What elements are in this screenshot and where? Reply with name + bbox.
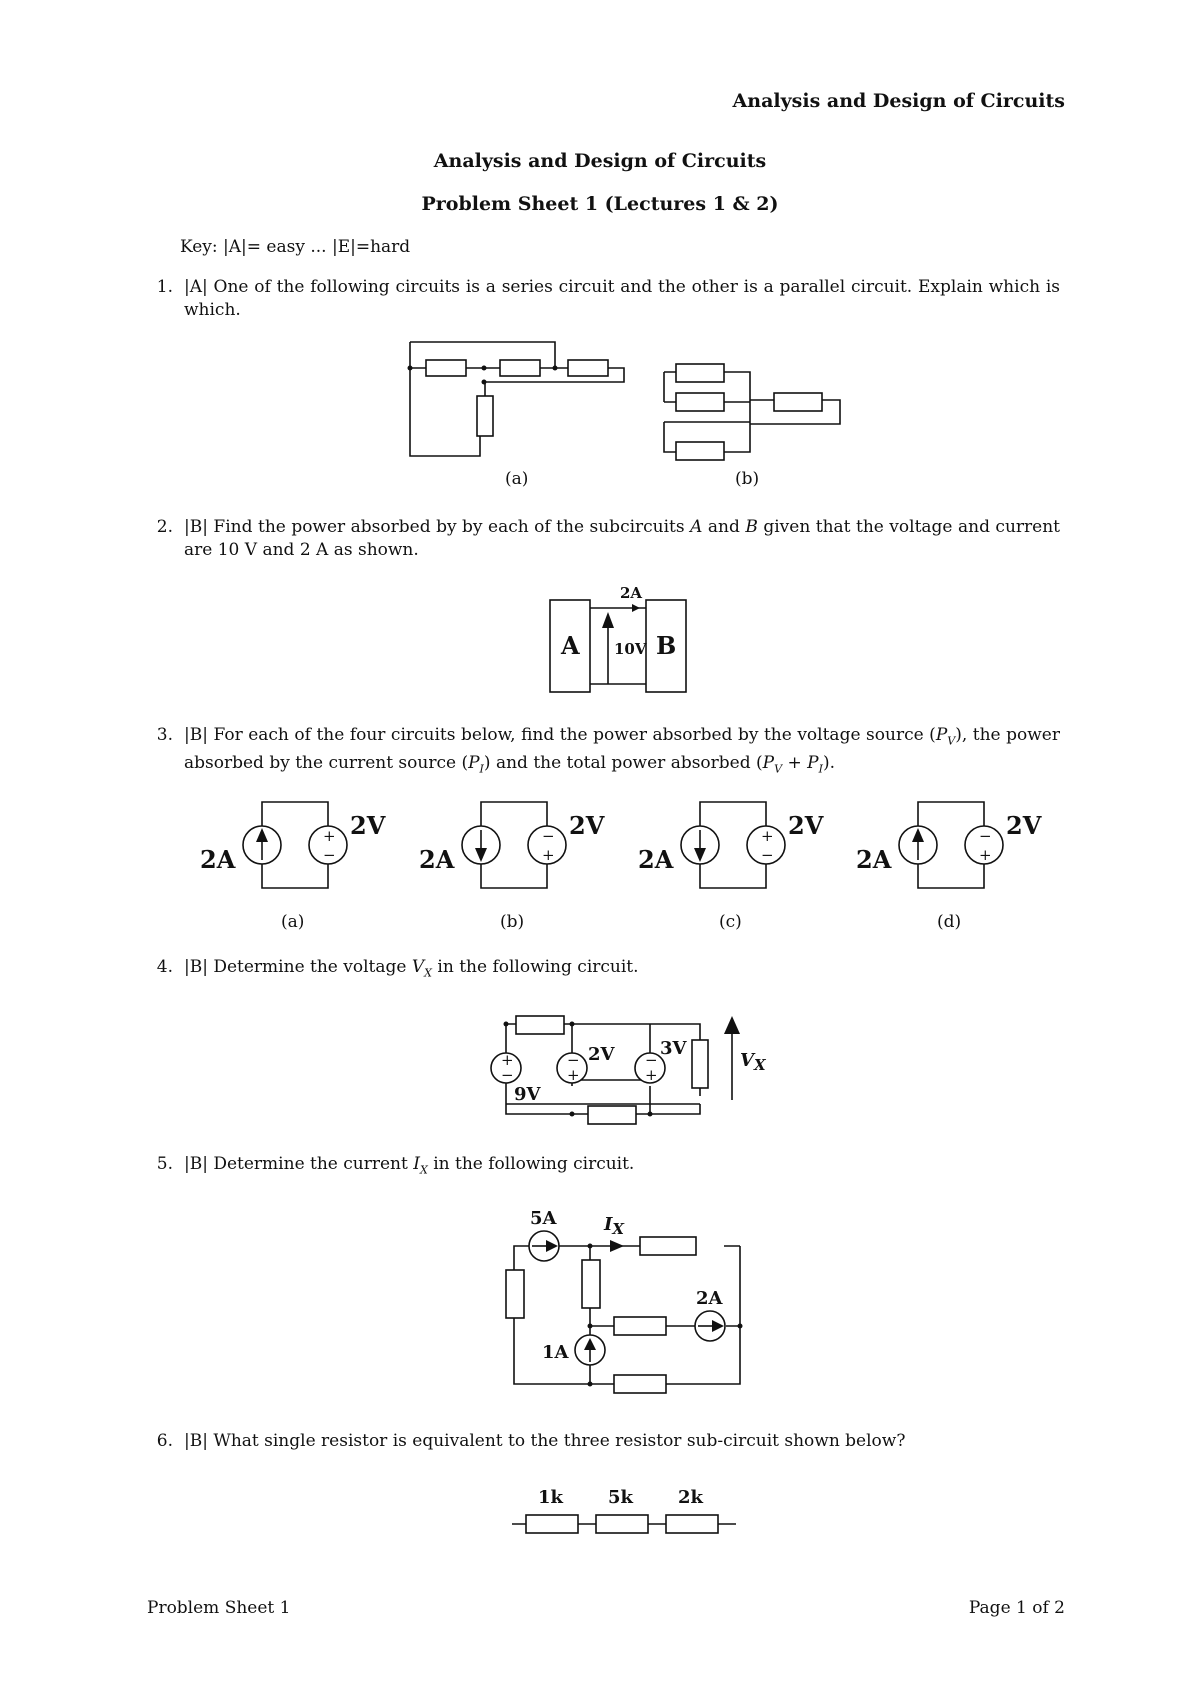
q1-circuit-a xyxy=(400,338,660,458)
q4-figure xyxy=(492,1000,772,1130)
q3-text-d: ). xyxy=(822,753,835,774)
q5-text-b: in the following circuit. xyxy=(427,1154,635,1174)
footer-left: Problem Sheet 1 xyxy=(147,1598,291,1618)
q3c-bottom-sign: − xyxy=(761,846,774,864)
q2-current-label: 2A xyxy=(620,584,643,602)
q3-pv-sub: V xyxy=(947,734,956,748)
footer-page-number: Page 1 of 2 xyxy=(968,1598,1065,1618)
difficulty-key: Key: |A|= easy ... |E|=hard xyxy=(180,237,411,257)
q1-circuit-b xyxy=(660,356,850,466)
q3c-voltage: 2V xyxy=(788,811,824,840)
q5-figure xyxy=(500,1200,760,1380)
q3b-current: 2A xyxy=(419,845,455,874)
q3-circuit-c xyxy=(638,798,828,898)
question-1-text: |A| One of the following circuits is a series circuit and the other is a parallel circuit. Explain which is which. xyxy=(184,277,1060,320)
question-5-number: 5. xyxy=(156,1154,173,1174)
question-4-number: 4. xyxy=(156,957,173,977)
q6-resistor-1k: 1k xyxy=(538,1487,563,1508)
q2-subcircuit-a: A xyxy=(690,517,703,537)
q2-subcircuit-b: B xyxy=(745,517,758,537)
q3a-bottom-sign: − xyxy=(323,846,336,864)
q4-source-2v: 2V xyxy=(588,1044,615,1065)
q3-circuit-b xyxy=(419,798,609,898)
q3-pi-sub-2: I xyxy=(818,762,823,776)
q2-text-c: given that the voltage and current are 10 V and 2 A as shown. xyxy=(184,517,1061,560)
q2-text-b: and xyxy=(702,517,746,537)
q3d-top-sign: − xyxy=(979,827,992,845)
q4-source-3v: 3V xyxy=(660,1038,687,1059)
q3c-top-sign: + xyxy=(761,827,774,845)
q3a-current: 2A xyxy=(200,845,236,874)
q3c-current: 2A xyxy=(638,845,674,874)
q3-pi-2: P xyxy=(807,753,819,774)
q6-resistor-5k: 5k xyxy=(608,1487,633,1508)
q2-text-a: |B| Find the power absorbed by by each of the subcircuits xyxy=(184,517,691,537)
q3-label-d: (d) xyxy=(937,912,962,932)
q4-var-sub: X xyxy=(424,966,432,980)
q2-figure xyxy=(548,584,708,704)
question-6-text: |B| What single resistor is equivalent to the three resistor sub-circuit shown below? xyxy=(184,1431,906,1451)
q3b-top-sign: − xyxy=(542,827,555,845)
q3a-top-sign: + xyxy=(323,827,336,845)
q2-voltage-label: 10V xyxy=(614,640,647,658)
running-header: Analysis and Design of Circuits xyxy=(732,90,1065,112)
q3-text-a: |B| For each of the four circuits below, find the power absorbed by the voltage source ( xyxy=(184,725,936,745)
q1-label-b: (b) xyxy=(735,469,760,489)
q4-vx: V xyxy=(740,1050,754,1071)
q1-label-a: (a) xyxy=(505,469,529,489)
q4-s3-minus: − xyxy=(645,1051,658,1069)
q3-circuit-d xyxy=(856,798,1046,898)
q4-s1-minus: − xyxy=(501,1066,514,1084)
q4-vx-sub: X xyxy=(753,1056,766,1074)
q3-label-a: (a) xyxy=(281,912,305,932)
sheet-title: Problem Sheet 1 (Lectures 1 & 2) xyxy=(421,193,779,215)
q5-source-5a: 5A xyxy=(530,1208,557,1229)
q3-pi: P xyxy=(468,753,480,774)
q3-plus: + xyxy=(782,753,808,774)
q4-vx-label xyxy=(740,1050,767,1074)
q3-label-b: (b) xyxy=(500,912,525,932)
q3-pv-2: P xyxy=(762,753,775,774)
q6-resistor-2k: 2k xyxy=(678,1487,703,1508)
q6-figure xyxy=(508,1478,748,1548)
q4-s1-plus: + xyxy=(501,1051,514,1069)
q3d-voltage: 2V xyxy=(1006,811,1042,840)
q3d-current: 2A xyxy=(856,845,892,874)
q4-s2-minus: − xyxy=(567,1051,580,1069)
q3-text-b: ), the power absorbed by the current source ( xyxy=(184,725,1060,774)
q5-text-a: |B| Determine the current xyxy=(184,1154,414,1174)
course-title: Analysis and Design of Circuits xyxy=(433,150,767,172)
q5-var: I xyxy=(413,1154,420,1174)
q4-text-b: in the following circuit. xyxy=(432,957,639,977)
q5-ix-sub: X xyxy=(612,1220,625,1238)
question-2-number: 2. xyxy=(156,517,173,537)
q5-var-sub: X xyxy=(419,1163,428,1177)
question-4-text xyxy=(184,956,1060,984)
q4-var: V xyxy=(411,957,425,977)
q3-pv-sub-2: V xyxy=(774,762,783,776)
question-5-text xyxy=(184,1153,1060,1181)
q2-label-b: B xyxy=(656,631,677,660)
q3-pi-sub: I xyxy=(479,762,484,776)
q3-label-c: (c) xyxy=(719,912,742,932)
q3b-bottom-sign: + xyxy=(542,846,555,864)
q5-source-1a: 1A xyxy=(542,1342,569,1363)
q3-text-c: ) and the total power absorbed ( xyxy=(483,753,763,774)
q3a-voltage: 2V xyxy=(350,811,386,840)
q3d-bottom-sign: + xyxy=(979,846,992,864)
q4-source-9v: 9V xyxy=(514,1084,541,1105)
q3b-voltage: 2V xyxy=(569,811,605,840)
q3-pv: P xyxy=(935,725,948,745)
q5-ix: I xyxy=(604,1214,613,1235)
question-6-number: 6. xyxy=(156,1431,173,1451)
q2-label-a: A xyxy=(561,631,580,660)
question-1-number: 1. xyxy=(156,277,173,297)
q3-circuit-a xyxy=(200,798,390,898)
q4-s3-plus: + xyxy=(645,1066,658,1084)
q5-ix-label xyxy=(603,1214,625,1238)
question-3-number: 3. xyxy=(156,725,173,745)
q5-source-2a: 2A xyxy=(696,1288,723,1309)
q4-s2-plus: + xyxy=(567,1066,580,1084)
q4-text-a: |B| Determine the voltage xyxy=(184,957,412,977)
question-2-text xyxy=(184,516,1060,562)
question-3-text xyxy=(184,724,1060,781)
